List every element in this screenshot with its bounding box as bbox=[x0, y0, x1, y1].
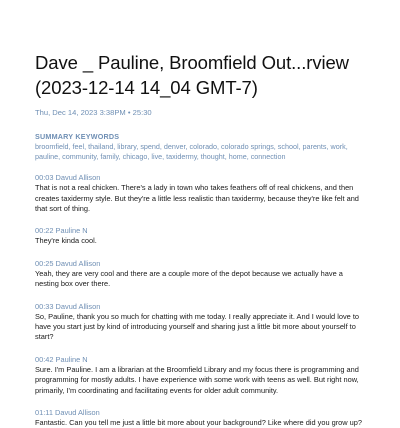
entry-text: Fantastic. Can you tell me just a little bit more about your background? Like where did you grow up? bbox=[35, 418, 363, 428]
transcript-entry bbox=[35, 173, 364, 214]
entry-text: Yeah, they are very cool and there are a couple more of the depot because we actually have a nesting box over there. bbox=[35, 268, 343, 289]
keywords-list: broomfield, feel, thailand, library, spend, denver, colorado, colorado springs, school, parents, work, pauline, community, family, chicago, live, taxidermy, thought, home, connection bbox=[35, 142, 348, 161]
entry-speaker: 00:42 Pauline N bbox=[35, 354, 88, 364]
transcript-entry bbox=[35, 302, 364, 343]
entry-text: Sure. I'm Pauline. I am a librarian at the Broomfield Library and my focus there is programming and programming for mostly adults. I have experience with some work with teens as well. But right now, primarily, I'm coordinating and facilitating events for older adult community. bbox=[35, 364, 359, 395]
transcript-entry bbox=[35, 355, 364, 396]
entry-speaker: 00:22 Pauline N bbox=[35, 226, 88, 236]
entry-text: That is not a real chicken. There's a lady in town who takes feathers off of real chickens, and then creates taxidermy style. But they're a little less realistic than taxidermy, because they're like felt and that sort of thing. bbox=[35, 183, 359, 213]
transcript-entry bbox=[35, 259, 364, 290]
transcript-entry bbox=[35, 226, 364, 246]
entry-speaker: 00:03 Davud Allison bbox=[35, 173, 101, 183]
document-date-duration: Thu, Dec 14, 2023 3:38PM • 25:30 bbox=[35, 108, 152, 117]
entry-text: So, Pauline, thank you so much for chatting with me today. I really appreciate it. And I would love to have you start just by kind of introducing yourself and sharing just a little bit more about yourself to start? bbox=[35, 311, 359, 342]
document-title: Dave _ Pauline, Broomfield Out...rview (2023-12-14 14_04 GMT-7) bbox=[35, 52, 349, 98]
entry-text: They're kinda cool. bbox=[35, 236, 97, 246]
keywords-heading: SUMMARY KEYWORDS bbox=[35, 132, 120, 141]
entry-speaker: 01:11 Davud Allison bbox=[35, 408, 100, 418]
entry-speaker: 00:25 Davud Allison bbox=[35, 258, 101, 268]
entry-speaker: 00:33 Davud Allison bbox=[35, 301, 101, 311]
transcript-entry bbox=[35, 408, 364, 428]
